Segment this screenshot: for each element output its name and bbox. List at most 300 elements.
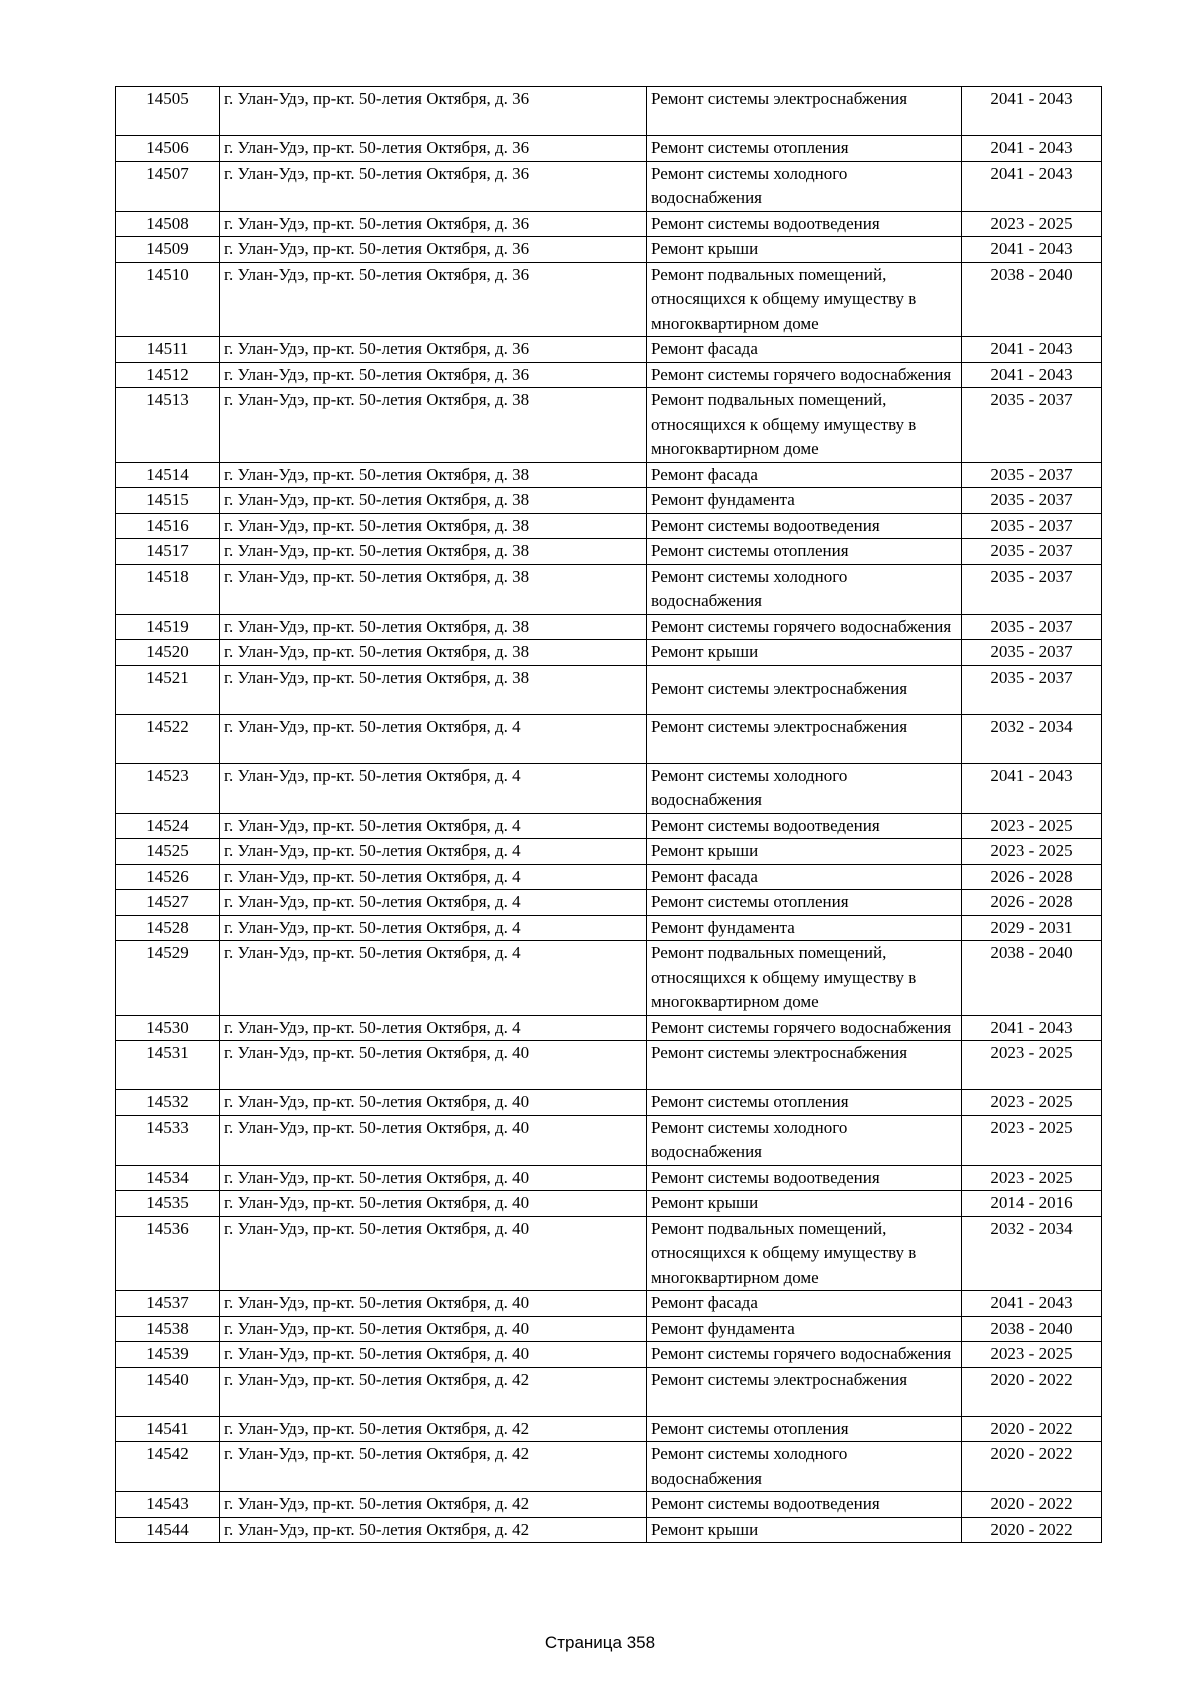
work-type-cell xyxy=(647,539,962,565)
period-text: 2035 - 2037 xyxy=(990,515,1073,535)
work-type-cell xyxy=(647,462,962,488)
address-cell xyxy=(220,539,647,565)
work-type-text: Ремонт фасада xyxy=(651,464,758,484)
table-row xyxy=(116,1191,1102,1217)
address-cell xyxy=(220,136,647,162)
work-type-cell xyxy=(647,87,962,136)
work-type-text: Ремонт системы водоотведения xyxy=(651,1167,880,1187)
address-cell xyxy=(220,890,647,916)
period-cell xyxy=(962,1492,1102,1518)
period-text: 2023 - 2025 xyxy=(990,213,1073,233)
address-text: г. Улан-Удэ, пр-кт. 50-летия Октября, д. 38 xyxy=(224,616,530,636)
work-type-text: Ремонт системы холодного водоснабжения xyxy=(651,163,848,207)
work-type-cell xyxy=(647,1316,962,1342)
address-cell xyxy=(220,1291,647,1317)
table-row xyxy=(116,839,1102,865)
work-type-text: Ремонт системы водоотведения xyxy=(651,213,880,233)
table-row xyxy=(116,1517,1102,1543)
address-text: г. Улан-Удэ, пр-кт. 50-летия Октября, д. 36 xyxy=(224,163,530,183)
address-text: г. Улан-Удэ, пр-кт. 50-летия Октября, д. 38 xyxy=(224,566,530,586)
row-number-cell xyxy=(116,337,220,363)
row-number-cell xyxy=(116,890,220,916)
table-row xyxy=(116,362,1102,388)
row-number-text: 14544 xyxy=(146,1519,189,1539)
address-cell xyxy=(220,211,647,237)
period-cell xyxy=(962,1165,1102,1191)
period-text: 2029 - 2031 xyxy=(990,917,1073,937)
period-cell xyxy=(962,211,1102,237)
row-number-cell xyxy=(116,1115,220,1165)
address-text: г. Улан-Удэ, пр-кт. 50-летия Октября, д. 36 xyxy=(224,339,530,358)
period-cell xyxy=(962,136,1102,162)
work-type-cell xyxy=(647,237,962,263)
period-text: 2020 - 2022 xyxy=(990,1369,1073,1389)
row-number-cell xyxy=(116,1216,220,1291)
address-text: г. Улан-Удэ, пр-кт. 50-летия Октября, д. 4 xyxy=(224,1017,521,1037)
work-type-text: Ремонт системы электроснабжения xyxy=(651,89,908,108)
address-text: г. Улан-Удэ, пр-кт. 50-летия Октября, д. 4 xyxy=(224,917,521,937)
period-text: 2023 - 2025 xyxy=(990,1344,1073,1363)
table-row xyxy=(116,211,1102,237)
row-number-text: 14509 xyxy=(146,239,189,258)
table-row xyxy=(116,539,1102,565)
work-type-text: Ремонт системы холодного водоснабжения xyxy=(651,566,848,610)
address-text: г. Улан-Удэ, пр-кт. 50-летия Октября, д. 42 xyxy=(224,1494,530,1513)
period-cell xyxy=(962,1090,1102,1116)
address-text: г. Улан-Удэ, пр-кт. 50-летия Октября, д. 38 xyxy=(224,667,530,687)
period-cell xyxy=(962,87,1102,136)
address-cell xyxy=(220,1115,647,1165)
work-type-cell xyxy=(647,388,962,463)
table-row xyxy=(116,890,1102,916)
work-type-cell xyxy=(647,763,962,813)
row-number-text: 14507 xyxy=(146,163,189,183)
address-text: г. Улан-Удэ, пр-кт. 50-летия Октября, д. 42 xyxy=(224,1369,530,1389)
row-number-text: 14508 xyxy=(146,213,189,233)
work-type-cell xyxy=(647,839,962,865)
row-number-cell xyxy=(116,864,220,890)
row-number-cell xyxy=(116,1041,220,1090)
work-type-text: Ремонт системы холодного водоснабжения xyxy=(651,765,848,809)
work-type-text: Ремонт фасада xyxy=(651,1293,758,1312)
row-number-text: 14543 xyxy=(146,1494,189,1513)
address-text: г. Улан-Удэ, пр-кт. 50-летия Октября, д. 42 xyxy=(224,1519,530,1539)
period-text: 2035 - 2037 xyxy=(990,490,1073,509)
row-number-cell xyxy=(116,1367,220,1416)
address-cell xyxy=(220,665,647,714)
table-row xyxy=(116,262,1102,337)
work-type-cell xyxy=(647,488,962,514)
row-number-cell xyxy=(116,1191,220,1217)
row-number-text: 14520 xyxy=(146,642,189,661)
row-number-text: 14542 xyxy=(146,1444,189,1463)
row-number-cell xyxy=(116,539,220,565)
row-number-cell xyxy=(116,136,220,162)
work-type-cell xyxy=(647,614,962,640)
work-type-text: Ремонт системы горячего водоснабжения xyxy=(651,1344,952,1363)
work-type-text: Ремонт системы электроснабжения xyxy=(651,716,908,736)
row-number-text: 14535 xyxy=(146,1193,189,1212)
period-cell xyxy=(962,388,1102,463)
row-number-cell xyxy=(116,1015,220,1041)
period-cell xyxy=(962,262,1102,337)
row-number-text: 14533 xyxy=(146,1117,189,1137)
table-row xyxy=(116,161,1102,211)
address-cell xyxy=(220,839,647,865)
row-number-text: 14539 xyxy=(146,1344,189,1363)
row-number-text: 14534 xyxy=(146,1167,189,1187)
period-cell xyxy=(962,640,1102,666)
row-number-cell xyxy=(116,1090,220,1116)
period-text: 2023 - 2025 xyxy=(990,1092,1073,1111)
address-cell xyxy=(220,462,647,488)
works-table-body xyxy=(116,87,1102,1543)
period-text: 2041 - 2043 xyxy=(990,1017,1073,1037)
row-number-text: 14527 xyxy=(146,892,189,911)
work-type-text: Ремонт системы горячего водоснабжения xyxy=(651,364,952,384)
row-number-cell xyxy=(116,640,220,666)
period-cell xyxy=(962,614,1102,640)
work-type-cell xyxy=(647,1015,962,1041)
period-cell xyxy=(962,1115,1102,1165)
table-row xyxy=(116,1015,1102,1041)
period-cell xyxy=(962,1416,1102,1442)
address-text: г. Улан-Удэ, пр-кт. 50-летия Октября, д. 36 xyxy=(224,239,530,258)
work-type-text: Ремонт системы холодного водоснабжения xyxy=(651,1444,848,1488)
row-number-cell xyxy=(116,262,220,337)
table-row xyxy=(116,564,1102,614)
period-cell xyxy=(962,813,1102,839)
table-row xyxy=(116,614,1102,640)
row-number-text: 14517 xyxy=(146,541,189,560)
period-cell xyxy=(962,462,1102,488)
row-number-text: 14540 xyxy=(146,1369,189,1389)
period-cell xyxy=(962,915,1102,941)
period-cell xyxy=(962,864,1102,890)
period-cell xyxy=(962,1191,1102,1217)
work-type-text: Ремонт системы электроснабжения xyxy=(651,1369,908,1389)
period-text: 2035 - 2037 xyxy=(990,566,1073,586)
work-type-cell xyxy=(647,714,962,763)
period-text: 2023 - 2025 xyxy=(990,1117,1073,1137)
address-text: г. Улан-Удэ, пр-кт. 50-летия Октября, д. 38 xyxy=(224,464,530,484)
row-number-text: 14505 xyxy=(146,89,189,108)
work-type-cell xyxy=(647,864,962,890)
period-cell xyxy=(962,665,1102,714)
row-number-cell xyxy=(116,488,220,514)
row-number-cell xyxy=(116,1291,220,1317)
period-text: 2041 - 2043 xyxy=(990,89,1073,108)
row-number-text: 14538 xyxy=(146,1318,189,1338)
address-cell xyxy=(220,813,647,839)
address-cell xyxy=(220,488,647,514)
period-cell xyxy=(962,362,1102,388)
address-cell xyxy=(220,864,647,890)
work-type-cell xyxy=(647,1492,962,1518)
work-type-cell xyxy=(647,665,962,714)
work-type-cell xyxy=(647,640,962,666)
work-type-cell xyxy=(647,1416,962,1442)
period-text: 2035 - 2037 xyxy=(990,642,1073,661)
row-number-cell xyxy=(116,1492,220,1518)
table-row xyxy=(116,237,1102,263)
address-cell xyxy=(220,564,647,614)
row-number-text: 14529 xyxy=(146,943,189,962)
work-type-cell xyxy=(647,1090,962,1116)
work-type-cell xyxy=(647,1291,962,1317)
table-row xyxy=(116,941,1102,1016)
address-text: г. Улан-Удэ, пр-кт. 50-летия Октября, д. 4 xyxy=(224,892,521,911)
work-type-text: Ремонт крыши xyxy=(651,841,759,860)
work-type-text: Ремонт подвальных помещений, относящихся к общему имуществу в многоквартирном доме xyxy=(651,943,917,1011)
table-row xyxy=(116,1090,1102,1116)
work-type-text: Ремонт системы холодного водоснабжения xyxy=(651,1117,848,1161)
row-number-cell xyxy=(116,763,220,813)
period-text: 2023 - 2025 xyxy=(990,841,1073,860)
work-type-cell xyxy=(647,161,962,211)
address-cell xyxy=(220,362,647,388)
table-row xyxy=(116,1165,1102,1191)
table-row xyxy=(116,763,1102,813)
work-type-cell xyxy=(647,211,962,237)
address-text: г. Улан-Удэ, пр-кт. 50-летия Октября, д. 38 xyxy=(224,642,530,661)
table-row xyxy=(116,462,1102,488)
address-text: г. Улан-Удэ, пр-кт. 50-летия Октября, д. 36 xyxy=(224,264,530,284)
period-cell xyxy=(962,1442,1102,1492)
address-text: г. Улан-Удэ, пр-кт. 50-летия Октября, д. 38 xyxy=(224,541,530,560)
row-number-cell xyxy=(116,941,220,1016)
table-row xyxy=(116,640,1102,666)
row-number-cell xyxy=(116,714,220,763)
period-text: 2035 - 2037 xyxy=(990,541,1073,560)
address-cell xyxy=(220,1416,647,1442)
work-type-cell xyxy=(647,890,962,916)
row-number-cell xyxy=(116,161,220,211)
address-text: г. Улан-Удэ, пр-кт. 50-летия Октября, д. 4 xyxy=(224,815,521,835)
table-row xyxy=(116,665,1102,714)
row-number-cell xyxy=(116,915,220,941)
work-type-text: Ремонт крыши xyxy=(651,239,759,258)
period-cell xyxy=(962,564,1102,614)
work-type-text: Ремонт крыши xyxy=(651,1193,759,1212)
address-text: г. Улан-Удэ, пр-кт. 50-летия Октября, д. 4 xyxy=(224,841,521,860)
period-text: 2041 - 2043 xyxy=(990,339,1073,358)
row-number-cell xyxy=(116,462,220,488)
period-text: 2032 - 2034 xyxy=(990,716,1073,736)
period-cell xyxy=(962,1517,1102,1543)
row-number-text: 14528 xyxy=(146,917,189,937)
table-row xyxy=(116,1416,1102,1442)
work-type-text: Ремонт системы горячего водоснабжения xyxy=(651,1017,952,1037)
row-number-cell xyxy=(116,211,220,237)
address-cell xyxy=(220,161,647,211)
table-row xyxy=(116,1115,1102,1165)
work-type-text: Ремонт крыши xyxy=(651,1519,759,1539)
work-type-text: Ремонт системы отопления xyxy=(651,1418,849,1438)
row-number-text: 14532 xyxy=(146,1092,189,1111)
row-number-text: 14506 xyxy=(146,138,189,157)
row-number-cell xyxy=(116,839,220,865)
row-number-cell xyxy=(116,614,220,640)
period-text: 2020 - 2022 xyxy=(990,1494,1073,1513)
work-type-text: Ремонт системы отопления xyxy=(651,1092,849,1111)
row-number-text: 14511 xyxy=(146,339,189,358)
work-type-text: Ремонт крыши xyxy=(651,642,759,661)
row-number-text: 14536 xyxy=(146,1218,189,1238)
period-text: 2014 - 2016 xyxy=(990,1193,1073,1212)
period-text: 2026 - 2028 xyxy=(990,892,1073,911)
row-number-cell xyxy=(116,388,220,463)
work-type-text: Ремонт системы водоотведения xyxy=(651,1494,880,1513)
row-number-text: 14519 xyxy=(146,616,189,636)
address-cell xyxy=(220,763,647,813)
row-number-text: 14523 xyxy=(146,765,189,785)
row-number-text: 14521 xyxy=(146,667,189,687)
work-type-cell xyxy=(647,337,962,363)
work-type-cell xyxy=(647,813,962,839)
work-type-cell xyxy=(647,1367,962,1416)
address-cell xyxy=(220,388,647,463)
row-number-text: 14541 xyxy=(146,1418,189,1438)
period-text: 2038 - 2040 xyxy=(990,1318,1073,1338)
work-type-text: Ремонт подвальных помещений, относящихся к общему имуществу в многоквартирном доме xyxy=(651,1218,917,1287)
row-number-cell xyxy=(116,362,220,388)
period-text: 2032 - 2034 xyxy=(990,1218,1073,1238)
address-text: г. Улан-Удэ, пр-кт. 50-летия Октября, д. 36 xyxy=(224,364,530,384)
work-type-cell xyxy=(647,915,962,941)
row-number-text: 14526 xyxy=(146,866,189,886)
period-text: 2041 - 2043 xyxy=(990,138,1073,157)
table-row xyxy=(116,87,1102,136)
row-number-text: 14512 xyxy=(146,364,189,384)
table-row xyxy=(116,513,1102,539)
work-type-cell xyxy=(647,1041,962,1090)
address-cell xyxy=(220,714,647,763)
address-cell xyxy=(220,915,647,941)
row-number-cell xyxy=(116,87,220,136)
work-type-cell xyxy=(647,1517,962,1543)
address-text: г. Улан-Удэ, пр-кт. 50-летия Октября, д. 42 xyxy=(224,1418,530,1438)
address-cell xyxy=(220,1041,647,1090)
address-text: г. Улан-Удэ, пр-кт. 50-летия Октября, д. 4 xyxy=(224,716,521,736)
address-text: г. Улан-Удэ, пр-кт. 50-летия Октября, д. 38 xyxy=(224,390,530,409)
page-number: Страница 358 xyxy=(544,1633,656,1652)
table-row xyxy=(116,714,1102,763)
address-text: г. Улан-Удэ, пр-кт. 50-летия Октября, д. 38 xyxy=(224,515,530,535)
row-number-text: 14531 xyxy=(146,1043,189,1062)
row-number-cell xyxy=(116,237,220,263)
period-cell xyxy=(962,1015,1102,1041)
row-number-text: 14515 xyxy=(146,490,189,509)
period-text: 2041 - 2043 xyxy=(990,1293,1073,1312)
row-number-cell xyxy=(116,1517,220,1543)
address-cell xyxy=(220,262,647,337)
work-type-text: Ремонт системы водоотведения xyxy=(651,515,880,535)
period-cell xyxy=(962,161,1102,211)
address-cell xyxy=(220,1090,647,1116)
address-text: г. Улан-Удэ, пр-кт. 50-летия Октября, д. 40 xyxy=(224,1117,530,1137)
period-cell xyxy=(962,763,1102,813)
work-type-text: Ремонт системы отопления xyxy=(651,541,849,560)
work-type-text: Ремонт системы горячего водоснабжения xyxy=(651,616,952,636)
address-text: г. Улан-Удэ, пр-кт. 50-летия Октября, д. 40 xyxy=(224,1043,530,1062)
address-cell xyxy=(220,614,647,640)
period-text: 2020 - 2022 xyxy=(990,1519,1073,1539)
address-text: г. Улан-Удэ, пр-кт. 50-летия Октября, д. 40 xyxy=(224,1092,530,1111)
period-cell xyxy=(962,1342,1102,1368)
table-row xyxy=(116,136,1102,162)
row-number-cell xyxy=(116,513,220,539)
address-cell xyxy=(220,1517,647,1543)
period-text: 2026 - 2028 xyxy=(990,866,1073,886)
work-type-text: Ремонт подвальных помещений, относящихся к общему имуществу в многоквартирном доме xyxy=(651,390,917,458)
address-text: г. Улан-Удэ, пр-кт. 50-летия Октября, д. 36 xyxy=(224,213,530,233)
period-cell xyxy=(962,714,1102,763)
table-row xyxy=(116,864,1102,890)
row-number-text: 14518 xyxy=(146,566,189,586)
row-number-cell xyxy=(116,1416,220,1442)
row-number-text: 14530 xyxy=(146,1017,189,1037)
period-text: 2041 - 2043 xyxy=(990,163,1073,183)
work-type-text: Ремонт системы отопления xyxy=(651,138,849,157)
work-type-cell xyxy=(647,1191,962,1217)
table-row xyxy=(116,1442,1102,1492)
row-number-text: 14524 xyxy=(146,815,189,835)
period-text: 2023 - 2025 xyxy=(990,1043,1073,1062)
address-text: г. Улан-Удэ, пр-кт. 50-летия Октября, д. 40 xyxy=(224,1344,530,1363)
address-cell xyxy=(220,1191,647,1217)
period-cell xyxy=(962,1367,1102,1416)
row-number-cell xyxy=(116,665,220,714)
table-row xyxy=(116,1291,1102,1317)
address-cell xyxy=(220,237,647,263)
row-number-text: 14510 xyxy=(146,264,189,284)
period-text: 2041 - 2043 xyxy=(990,364,1073,384)
table-row xyxy=(116,488,1102,514)
period-cell xyxy=(962,1041,1102,1090)
row-number-text: 14514 xyxy=(146,464,189,484)
address-cell xyxy=(220,1442,647,1492)
row-number-cell xyxy=(116,1342,220,1368)
work-type-text: Ремонт системы электроснабжения xyxy=(651,1043,908,1062)
address-cell xyxy=(220,1015,647,1041)
work-type-cell xyxy=(647,362,962,388)
address-text: г. Улан-Удэ, пр-кт. 50-летия Октября, д. 40 xyxy=(224,1318,530,1338)
address-cell xyxy=(220,1216,647,1291)
period-text: 2041 - 2043 xyxy=(990,239,1073,258)
work-type-cell xyxy=(647,1216,962,1291)
work-type-cell xyxy=(647,136,962,162)
table-row xyxy=(116,337,1102,363)
row-number-text: 14525 xyxy=(146,841,189,860)
address-cell xyxy=(220,1165,647,1191)
period-text: 2023 - 2025 xyxy=(990,1167,1073,1187)
address-text: г. Улан-Удэ, пр-кт. 50-летия Октября, д. 4 xyxy=(224,866,521,886)
address-text: г. Улан-Удэ, пр-кт. 50-летия Октября, д. 42 xyxy=(224,1444,530,1463)
period-text: 2041 - 2043 xyxy=(990,765,1073,785)
period-cell xyxy=(962,337,1102,363)
table-row xyxy=(116,1041,1102,1090)
row-number-cell xyxy=(116,564,220,614)
table-row xyxy=(116,915,1102,941)
address-text: г. Улан-Удэ, пр-кт. 50-летия Октября, д. 4 xyxy=(224,943,521,962)
address-cell xyxy=(220,1316,647,1342)
work-type-cell xyxy=(647,1442,962,1492)
period-text: 2035 - 2037 xyxy=(990,464,1073,484)
period-cell xyxy=(962,237,1102,263)
work-type-cell xyxy=(647,1342,962,1368)
table-row xyxy=(116,813,1102,839)
